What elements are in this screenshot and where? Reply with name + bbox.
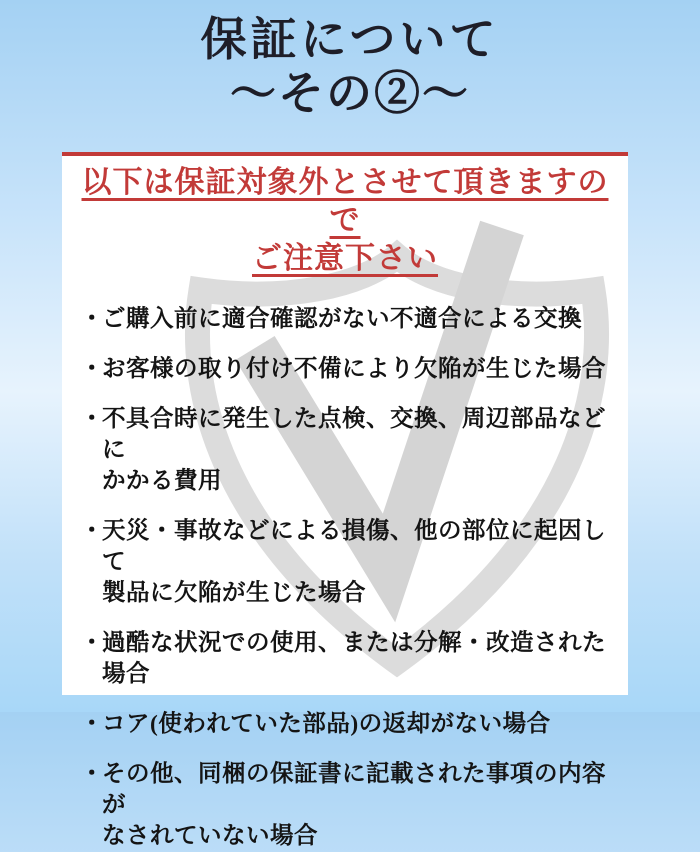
- list-item-text: お客様の取り付け不備により欠陥が生じた場合: [102, 356, 606, 382]
- list-item: [80, 354, 610, 385]
- list-item: [80, 759, 610, 852]
- bullet-marker: ・: [80, 761, 104, 787]
- list-item-text: ご購入前に適合確認がない不適合による交換: [102, 306, 582, 332]
- page-title-line2: 〜その②〜: [230, 68, 470, 119]
- exclusion-heading-line1: 以下は保証対象外とさせて頂きますので: [81, 166, 609, 237]
- list-item: [80, 516, 610, 609]
- bullet-marker: ・: [80, 711, 104, 737]
- list-item-text: なされていない場合: [102, 823, 318, 849]
- bullet-marker: ・: [80, 630, 104, 656]
- list-item: [80, 304, 610, 335]
- list-item: [80, 628, 610, 690]
- page-title-line1: 保証について: [200, 14, 500, 65]
- list-item-text: かかる費用: [102, 468, 222, 494]
- bullet-marker: ・: [80, 306, 104, 332]
- list-item-text: 過酷な状況での使用、または分解・改造された場合: [102, 630, 606, 687]
- page-title: [0, 12, 700, 120]
- list-item-text: コア(使われていた部品)の返却がない場合: [102, 711, 551, 737]
- list-item-text: 不具合時に発生した点検、交換、周辺部品などに: [102, 406, 606, 463]
- bullet-marker: ・: [80, 518, 104, 544]
- list-item: [80, 709, 610, 740]
- exclusion-list: [80, 304, 610, 852]
- bullet-marker: ・: [80, 406, 104, 432]
- list-item-text: その他、同梱の保証書に記載された事項の内容が: [102, 761, 606, 818]
- exclusion-heading-line2: ご注意下さい: [252, 242, 438, 275]
- bullet-marker: ・: [80, 356, 104, 382]
- list-item-text: 天災・事故などによる損傷、他の部位に起因して: [102, 518, 606, 575]
- list-item: [80, 404, 610, 497]
- warranty-exclusions-panel: [62, 152, 628, 849]
- list-item-text: 製品に欠陥が生じた場合: [102, 580, 366, 606]
- exclusion-heading: [80, 164, 610, 278]
